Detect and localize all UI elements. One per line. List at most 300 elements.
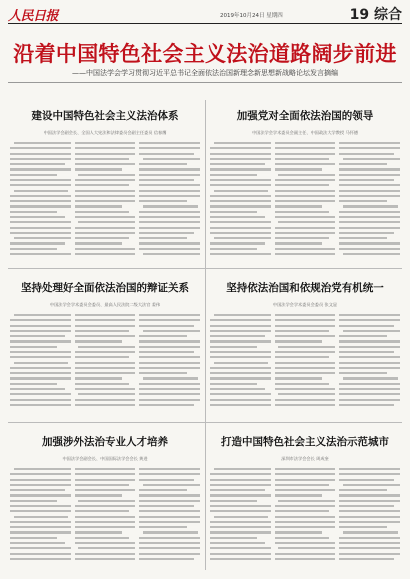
text-line [14,362,69,364]
text-line [75,253,136,255]
text-line [78,221,135,223]
text-line [275,542,336,544]
text-line [139,505,194,507]
page-number-section [350,4,402,24]
text-column [275,468,336,563]
main-headline: 沿着中国特色社会主义法治道路阔步前进 [13,42,397,66]
text-line [139,314,200,316]
text-line [10,484,71,486]
text-line [214,237,271,239]
text-line [275,351,336,353]
text-line [10,248,57,250]
text-line [210,335,265,337]
article-byline: 深圳市法学会会长 周成奎 [281,456,329,461]
text-line [210,153,271,155]
text-line [10,184,71,186]
text-line [210,179,271,181]
article-block [210,280,400,308]
text-line [139,335,186,337]
text-line [75,356,130,358]
text-line [210,553,271,555]
text-line [75,479,136,481]
text-line [275,195,336,197]
text-line [210,163,265,165]
text-line [214,362,269,364]
text-line [275,526,336,528]
text-line [210,393,271,395]
text-column [339,468,400,563]
text-line [75,542,136,544]
text-line [275,377,322,379]
text-line [75,147,136,149]
article-title[interactable]: 坚持依法治国和依规治党有机统一 [226,282,384,294]
text-line [10,537,57,539]
row-divider [8,422,402,423]
article-title[interactable]: 建设中国特色社会主义法治体系 [31,110,179,122]
article-byline: 中国法学会学术委员会副主任、中国政法大学教授 马怀德 [251,130,359,135]
text-line [275,242,322,244]
text-line [278,547,335,549]
text-line [139,325,194,327]
text-line [339,242,400,244]
article-title[interactable]: 加强涉外法治专业人才培养 [42,436,168,448]
column-divider [205,100,206,570]
text-line [75,325,136,327]
text-line [139,362,200,364]
article-body [210,142,400,258]
newspaper-logo: 人民日报 [8,9,59,24]
text-line [10,253,71,255]
text-line [275,232,336,234]
text-line [210,531,271,533]
text-line [275,383,330,385]
text-line [139,500,200,502]
text-line [275,367,336,369]
text-line [210,346,257,348]
text-line [139,179,194,181]
text-line [75,510,130,512]
text-line [275,205,322,207]
text-line [275,227,336,229]
text-line [139,216,200,218]
section-name: 综合 [374,7,402,23]
text-line [10,335,65,337]
text-line [14,237,71,239]
text-line [75,494,122,496]
text-line [210,340,271,342]
text-line [339,526,386,528]
text-line [210,489,265,491]
text-line [339,372,386,374]
text-line [210,325,271,327]
text-line [339,489,386,491]
text-line [275,163,336,165]
text-column [139,314,200,409]
text-line [339,351,394,353]
text-line [75,531,122,533]
text-line [75,526,136,528]
text-line [339,553,400,555]
text-line [210,505,271,507]
text-line [78,393,135,395]
text-line [339,190,400,192]
text-line [275,484,330,486]
text-line [143,253,200,255]
text-line [139,468,200,470]
text-line [339,494,400,496]
text-line [339,362,400,364]
text-line [75,484,130,486]
text-line [210,388,265,390]
text-line [210,248,257,250]
text-line [339,216,400,218]
text-column [10,142,71,258]
text-line [10,489,65,491]
text-line [139,174,200,176]
text-line [139,319,200,321]
text-line [10,179,71,181]
text-line [139,147,200,149]
text-line [75,195,136,197]
text-line [275,211,330,213]
text-line [339,547,400,549]
article-block [210,108,400,136]
text-line [75,227,136,229]
text-line [75,179,136,181]
text-line [139,248,200,250]
text-line [275,248,336,250]
text-line [75,314,136,316]
text-line [75,319,136,321]
text-line [275,516,336,518]
text-line [339,335,386,337]
text-line [75,216,136,218]
text-line [339,558,394,560]
text-line [275,319,336,321]
text-line [210,542,265,544]
text-line [75,362,136,364]
text-line [75,468,136,470]
text-line [75,383,130,385]
text-line [339,500,400,502]
article-body [210,314,400,409]
text-line [210,216,265,218]
text-line [339,542,400,544]
text-line [210,184,271,186]
text-column [339,142,400,258]
text-line [139,553,200,555]
text-line [78,547,135,549]
text-line [143,377,198,379]
text-line [10,205,71,207]
text-line [210,253,271,255]
text-line [210,372,271,374]
text-line [139,388,200,390]
text-line [143,158,200,160]
text-line [10,494,71,496]
article-block [10,434,200,462]
text-line [10,340,71,342]
text-line [275,330,330,332]
text-line [339,340,400,342]
text-line [75,521,136,523]
text-line [339,393,400,395]
text-line [214,516,269,518]
text-line [143,205,198,207]
text-line [339,383,400,385]
text-line [10,510,71,512]
article-block [10,108,200,136]
text-line [339,168,400,170]
text-line [75,367,136,369]
text-line [139,510,200,512]
text-line [214,190,269,192]
text-line [10,163,65,165]
text-line [339,479,394,481]
text-line [10,319,71,321]
text-column [75,314,136,409]
text-line [10,200,71,202]
text-line [275,142,336,144]
text-line [10,147,71,149]
article-body [10,142,200,258]
text-line [78,500,135,502]
text-line [10,393,71,395]
text-line [275,537,330,539]
article-byline: 中国法学会副会长、全国人大宪法和法律委员会副主任委员 信春鹰 [43,130,167,135]
text-line [75,553,136,555]
text-line [275,399,336,401]
text-line [210,205,271,207]
text-column [275,142,336,258]
text-line [78,174,135,176]
text-line [139,227,200,229]
text-column [210,142,271,258]
text-line [139,184,200,186]
text-column [75,142,136,258]
text-line [214,142,271,144]
text-line [210,174,257,176]
text-line [10,542,65,544]
text-line [139,383,200,385]
text-line [10,195,71,197]
text-line [210,211,257,213]
text-line [75,142,136,144]
text-line [210,200,271,202]
text-column [75,468,136,563]
text-line [139,547,200,549]
text-line [339,468,400,470]
text-line [10,383,57,385]
text-line [139,242,200,244]
text-line [10,500,57,502]
text-line [75,388,136,390]
text-line [210,547,271,549]
text-line [339,153,394,155]
article-block [210,434,400,462]
text-line [210,383,257,385]
text-line [210,330,271,332]
text-line [210,221,271,223]
article-title[interactable]: 加强党对全面依法治国的领导 [236,110,374,122]
text-column [210,314,271,409]
text-line [139,356,200,358]
text-line [75,153,136,155]
text-line [275,558,336,560]
text-line [10,158,71,160]
text-line [210,473,271,475]
text-line [139,232,194,234]
text-line [10,473,71,475]
text-line [275,362,336,364]
text-line [339,399,400,401]
text-line [275,531,322,533]
text-line [275,388,336,390]
text-line [139,494,200,496]
text-line [210,356,271,358]
text-line [275,372,336,374]
text-line [139,153,194,155]
text-line [10,505,71,507]
text-line [139,393,200,395]
article-byline: 中国法学会学术委员会委员 张文显 [272,302,338,307]
text-line [275,200,336,202]
text-line [10,351,71,353]
text-line [339,200,386,202]
text-line [339,367,400,369]
text-line [210,242,265,244]
text-line [139,372,186,374]
text-line [339,142,400,144]
text-line [10,367,71,369]
text-line [275,494,322,496]
text-line [75,351,136,353]
text-line [75,399,136,401]
text-line [139,221,200,223]
text-line [275,510,330,512]
text-line [339,346,400,348]
text-line [275,216,336,218]
text-line [339,537,400,539]
text-line [339,184,400,186]
text-line [10,325,71,327]
text-line [210,168,271,170]
text-line [343,531,398,533]
headline-divider [8,82,402,83]
text-line [210,227,271,229]
text-line [10,227,71,229]
text-column [139,468,200,563]
text-line [75,158,130,160]
article-title[interactable]: 打造中国特色社会主义法治示范城市 [221,436,389,448]
text-line [210,537,257,539]
text-line [210,399,271,401]
text-line [339,404,394,406]
text-line [139,489,186,491]
page-number: 19 [349,7,370,23]
text-line [210,500,257,502]
text-line [210,351,271,353]
text-line [14,190,69,192]
text-line [10,221,71,223]
text-line [75,473,136,475]
text-line [339,211,400,213]
subheadline: ——中国法学会学习贯彻习近平总书记全面依法治国新理念新思想新战略论坛发言摘编 [72,69,338,77]
text-line [10,531,71,533]
text-line [75,163,136,165]
text-line [139,526,186,528]
text-line [275,479,336,481]
text-line [75,248,136,250]
text-line [139,142,200,144]
text-line [275,468,336,470]
text-line [14,142,71,144]
text-line [210,510,271,512]
text-line [143,531,198,533]
text-line [339,314,400,316]
text-line [10,558,71,560]
text-line [339,356,400,358]
masthead [8,4,402,24]
text-line [14,468,71,470]
text-line [139,340,200,342]
text-line [275,190,336,192]
text-line [10,168,71,170]
text-line [75,205,122,207]
text-line [139,399,200,401]
text-line [75,330,130,332]
article-byline: 中国法学会副会长、中国国际法学会会长 黄进 [62,456,148,461]
text-line [75,200,136,202]
text-line [210,158,271,160]
text-line [339,195,400,197]
article-byline: 中国法学会学术委员会委员、最高人民法院二级大法官 姜伟 [49,302,161,307]
text-line [10,232,71,234]
text-line [75,537,130,539]
text-line [75,489,136,491]
text-line [275,325,336,327]
text-line [275,335,336,337]
text-line [139,521,200,523]
text-line [139,163,186,165]
text-line [339,510,400,512]
text-line [139,516,200,518]
text-line [210,404,271,406]
text-line [339,505,394,507]
text-line [275,340,322,342]
text-line [10,526,71,528]
text-line [10,216,65,218]
article-block [10,280,200,308]
text-line [275,521,336,523]
text-line [210,494,271,496]
text-line [139,367,200,369]
text-line [339,237,386,239]
text-line [75,340,122,342]
text-line [10,346,57,348]
text-column [10,468,71,563]
text-line [139,479,194,481]
text-line [10,372,71,374]
text-line [210,377,271,379]
text-line [275,553,336,555]
text-line [339,473,400,475]
text-line [275,505,336,507]
text-line [275,237,330,239]
article-title[interactable]: 坚持处理好全面依法治国的辩证关系 [21,282,189,294]
text-line [210,558,271,560]
text-line [75,335,136,337]
